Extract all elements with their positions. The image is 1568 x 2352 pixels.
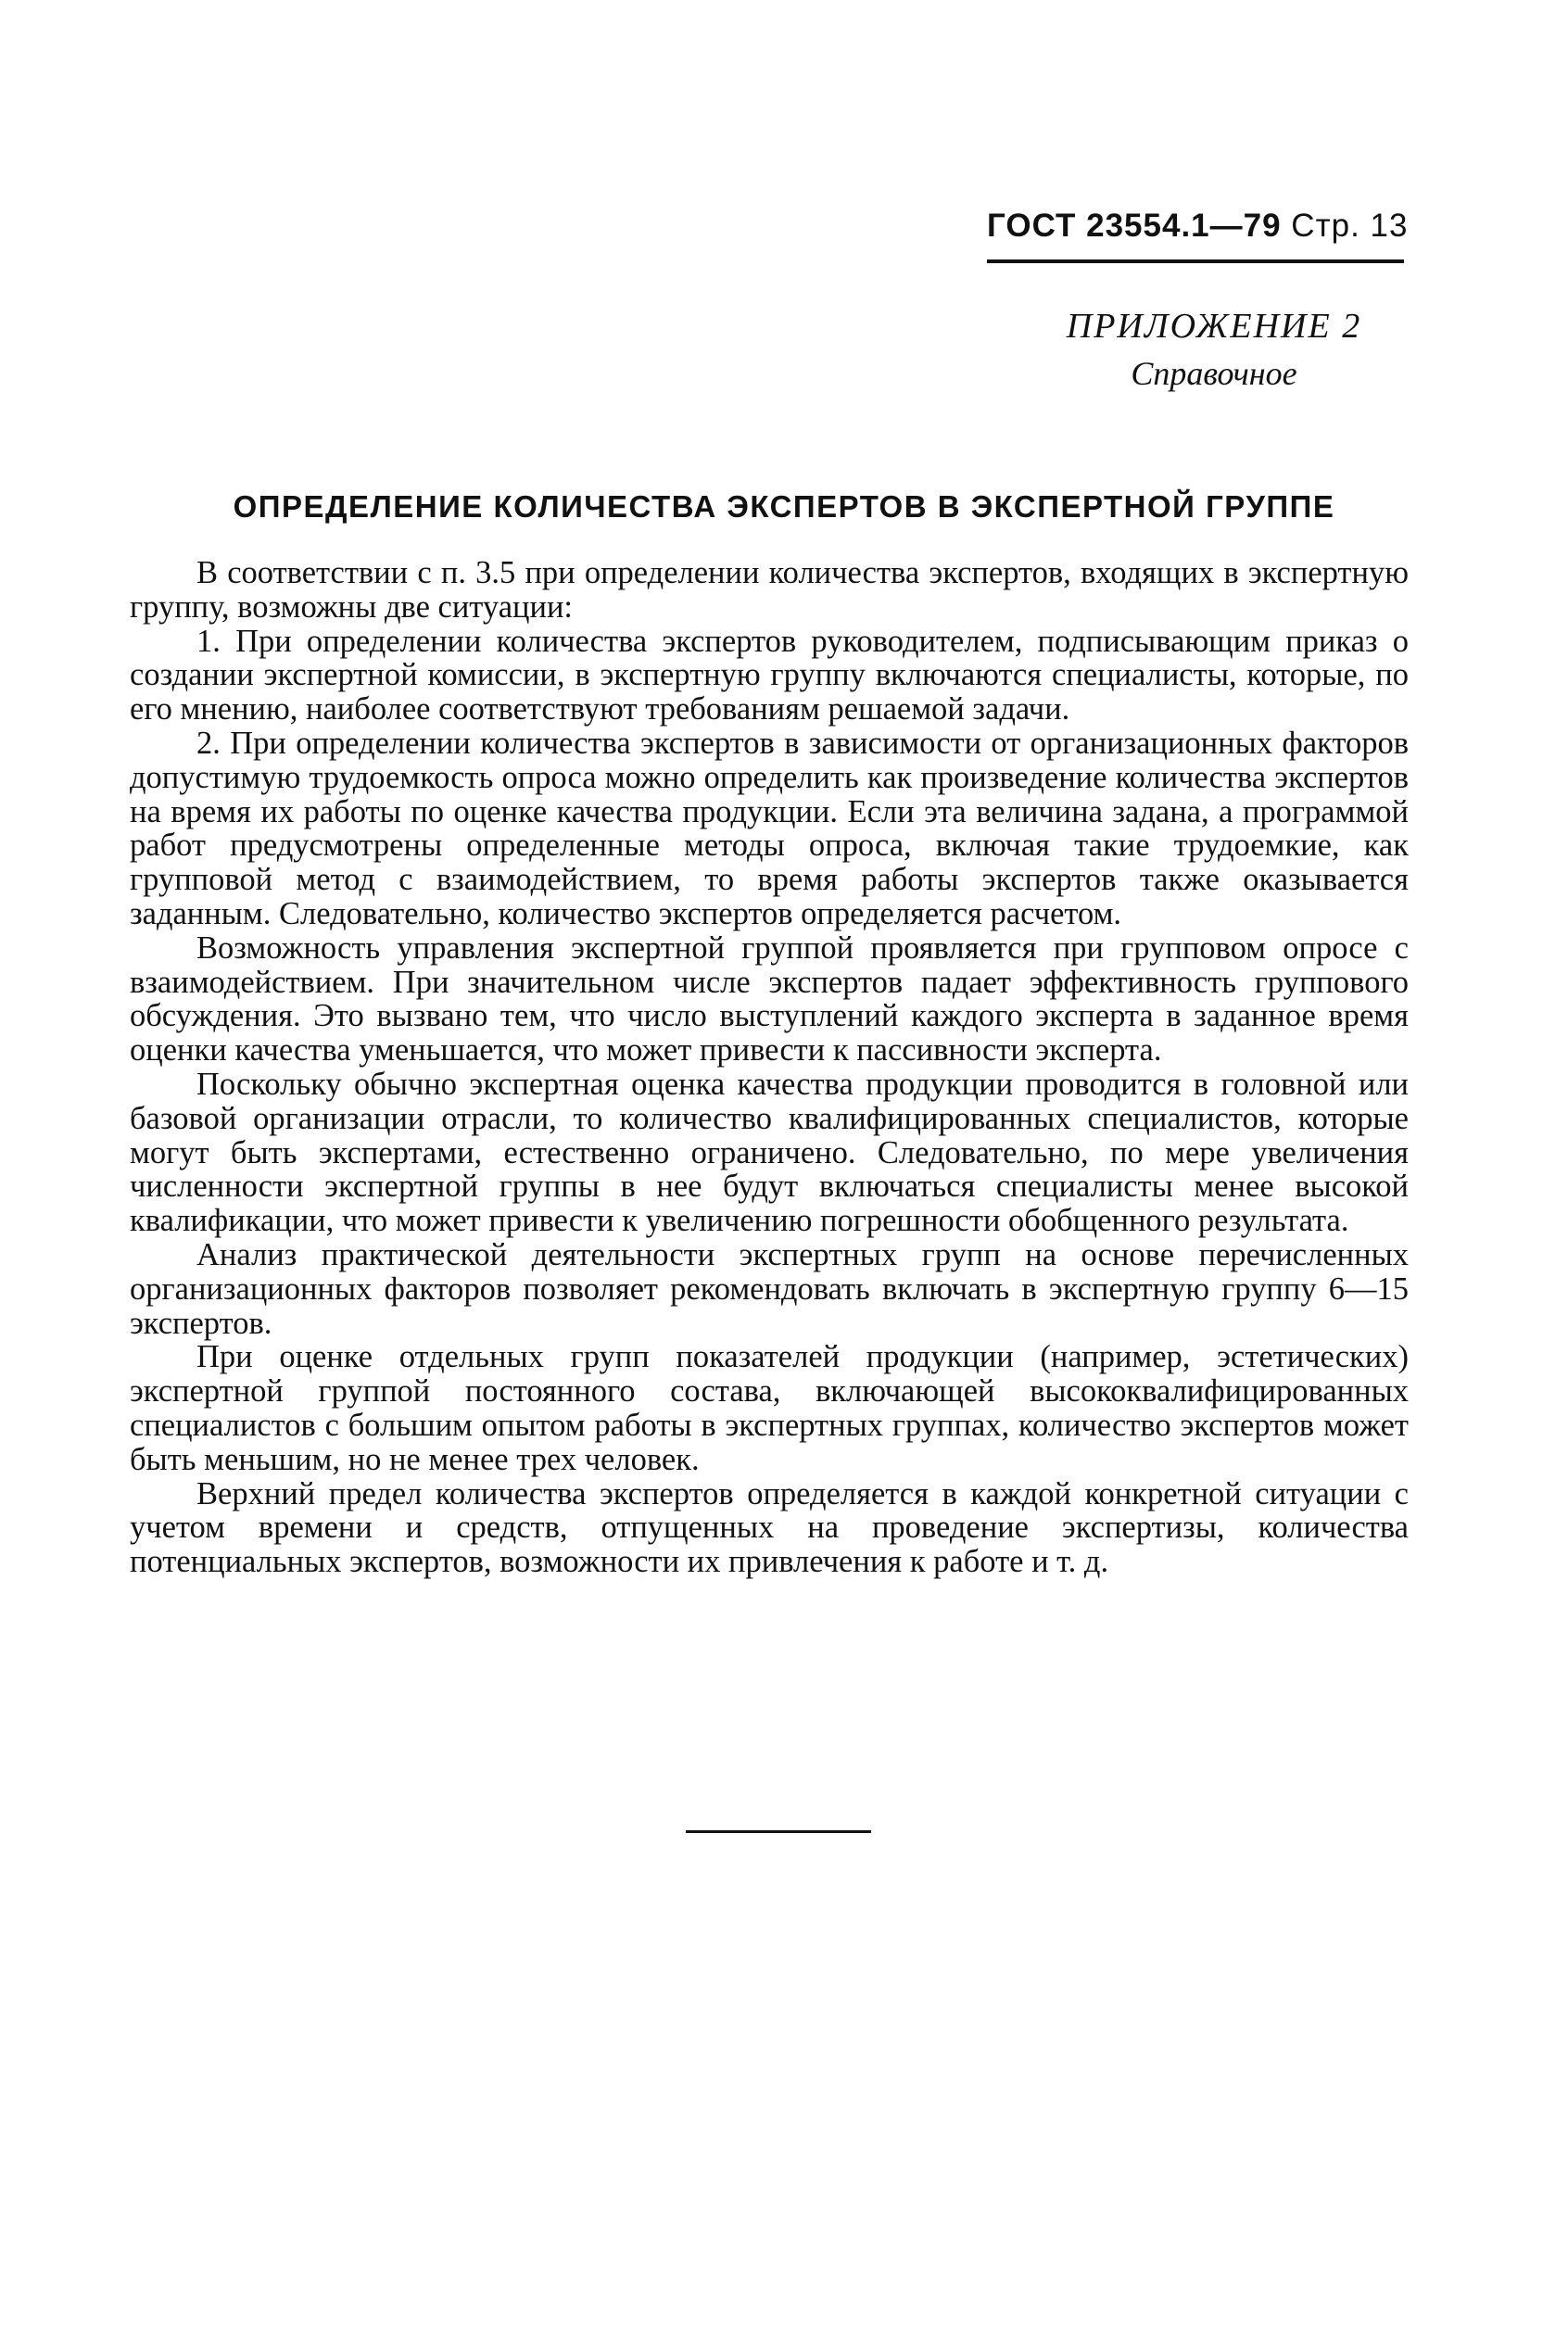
paragraph: Возможность управления экспертной группой проявляется при групповом опросе с взаимодействием. При значительном числе экспертов падает эффективность группового обсуждения. Это вызвано тем, что число выступлений каждого эксперта в заданное время оценки качества уменьшается, что может привести к пассивности эксперта. bbox=[130, 929, 1409, 1069]
page-number: Стр. 13 bbox=[1291, 208, 1409, 244]
doc-code: ГОСТ 23554.1—79 bbox=[987, 208, 1282, 244]
appendix-subtitle: Справочное bbox=[1131, 355, 1297, 392]
header-rule bbox=[987, 259, 1404, 263]
section-title: ОПРЕДЕЛЕНИЕ КОЛИЧЕСТВА ЭКСПЕРТОВ В ЭКСПЕРТНОЙ ГРУППЕ bbox=[233, 489, 1335, 524]
paragraph: 2. При определении количества экспертов в зависимости от организационных факторов допустимую трудоемкость опроса можно определить как произведение количества экспертов на время их работы по оценке качества продукции. Если эта величина задана, а программой работ предусмотрены определенные методы опроса, включая такие трудоемкие, как групповой метод с взаимодействием, то время работы экспертов также оказывается заданным. Следовательно, количество экспертов определяется расчетом. bbox=[130, 725, 1409, 931]
appendix-title: ПРИЛОЖЕНИЕ 2 bbox=[1066, 307, 1362, 346]
paragraph: Поскольку обычно экспертная оценка качества продукции проводится в головной или базовой организации отрасли, то количество квалифицированных специалистов, которые могут быть экспертами, естественно ограничено. Следовательно, по мере увеличения численности экспертной группы в нее будут включаться специалисты менее высокой квалификации, что может привести к увеличению погрешности обобщенного результата. bbox=[130, 1066, 1409, 1239]
body-text bbox=[130, 556, 1409, 1579]
end-rule bbox=[686, 1830, 871, 1833]
paragraph: В соответствии с п. 3.5 при определении количества экспертов, входящих в экспертную группу, возможны две ситуации: bbox=[130, 555, 1409, 625]
paragraph: При оценке отдельных групп показателей продукции (например, эстетических) экспертной группой постоянного состава, включающей высококвалифицированных специалистов с большим опытом работы в экспертных группах, количество экспертов может быть меньшим, но не менее трех человек. bbox=[130, 1339, 1409, 1477]
paragraph: Верхний предел количества экспертов определяется в каждой конкретной ситуации с учетом времени и средств, отпущенных на проведение экспертизы, количества потенциальных экспертов, возможности их привлечения к работе и т. д. bbox=[130, 1475, 1409, 1580]
page-header bbox=[987, 208, 1409, 245]
paragraph: Анализ практической деятельности экспертных групп на основе перечисленных организационных факторов позволяет рекомендовать включать в экспертную группу 6—15 экспертов. bbox=[130, 1236, 1409, 1341]
paragraph: 1. При определении количества экспертов руководителем, подписывающим приказ о создании экспертной комиссии, в экспертную группу включаются специалисты, которые, по его мнению, наиболее соответствуют требованиям решаемой задачи. bbox=[130, 623, 1409, 727]
